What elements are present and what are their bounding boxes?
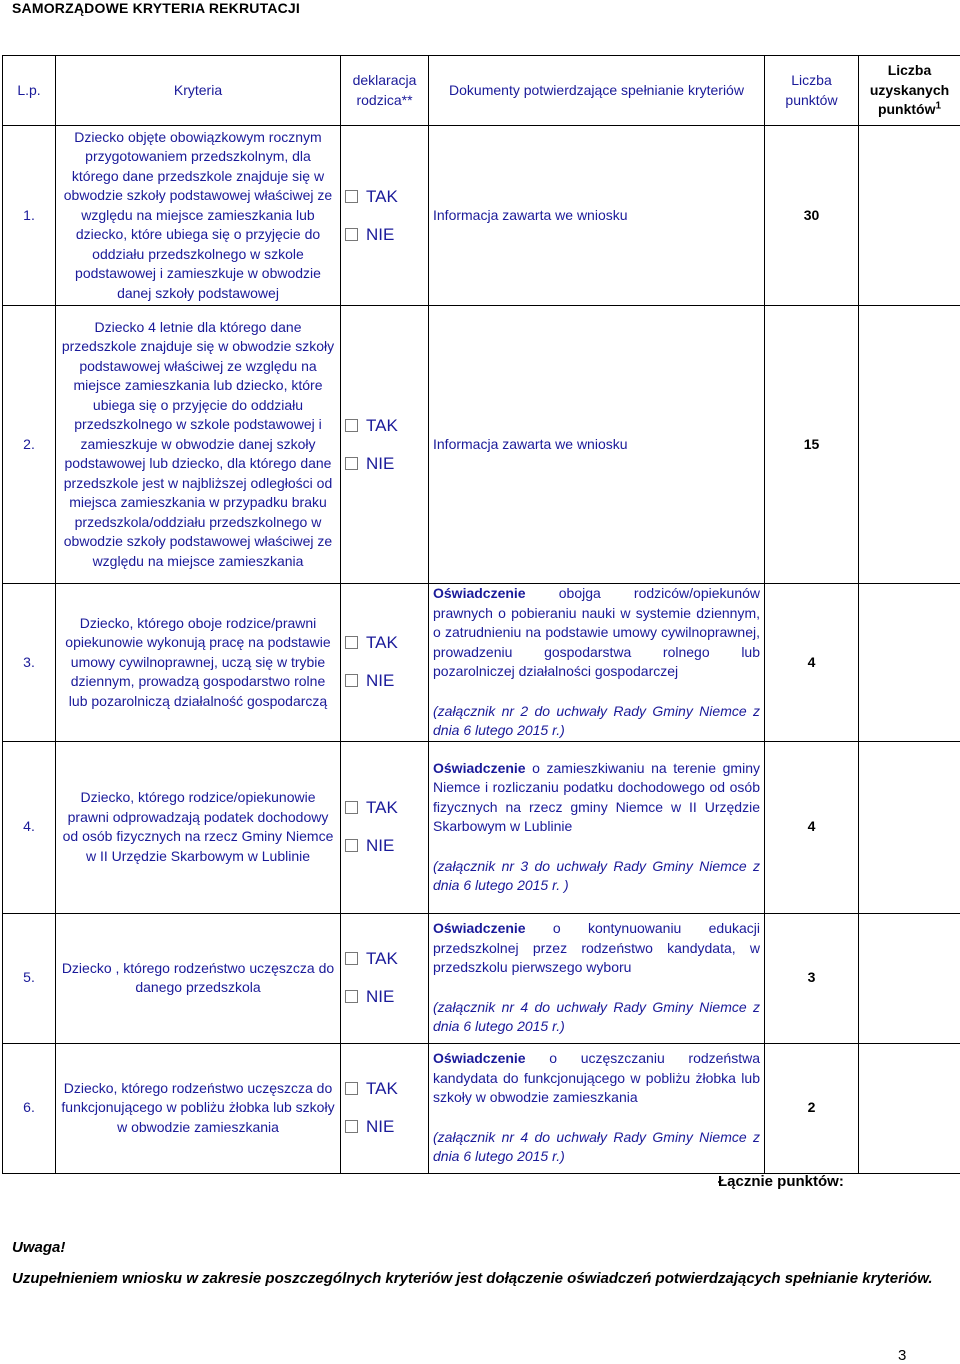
option-no-label: NIE <box>366 671 394 690</box>
option-yes-label: TAK <box>366 633 398 652</box>
checkbox-icon[interactable] <box>345 801 358 814</box>
document-description: Informacja zawarta we wniosku <box>433 207 628 223</box>
table-row <box>3 913 960 1043</box>
option-no-label: NIE <box>366 836 394 855</box>
header-lp: L.p. <box>3 56 56 126</box>
declaration-cell <box>341 126 429 306</box>
checkbox-icon[interactable] <box>345 1120 358 1133</box>
document-description: obojga rodziców/opiekunów prawnych o pobieraniu nauki w systemie dziennym, o zatrudnieniu na podstawie umowy cywilnoprawnej, prowadzeniu gospodarstwa rolnego lub pozarolniczej działalności gospodarczej <box>433 585 760 679</box>
criterion-text: Dziecko 4 letnie dla którego dane przedszkole znajduje się w obwodzie szkoły podstawowej właściwej ze względu na miejsce zamieszkania lub dziecko, które ubiega się o przyjęcie do oddziału przedszkolnego w szkole podstawowej i zamieszkuje w obwodzie danej szkoły podstawowej lub dziecko, dla którego dane przedszkole jest w najbliższej odległości od miejsca zamieszkania w przypadku braku przedszkola/oddziału przedszkolnego w obwodzie szkoły podstawowej właściwej ze względu na miejsce zamieszkania <box>56 306 341 584</box>
documents-cell <box>429 306 765 584</box>
option-no[interactable] <box>345 662 424 700</box>
header-obtained-points: Liczba uzyskanych punktów$^1$ <box>859 56 960 126</box>
attachment-note: (załącznik nr 3 do uchwały Rady Gminy Niemce z dnia 6 lutego 2015 r. ) <box>433 857 760 896</box>
header-points: Liczba punktów <box>765 56 859 126</box>
total-points-label: Łącznie punktów: <box>718 1173 844 1190</box>
option-yes[interactable] <box>345 178 424 216</box>
row-number: 6. <box>3 1043 56 1173</box>
page-title: SAMORZĄDOWE KRYTERIA REKRUTACJI <box>12 0 300 16</box>
document-description: o uczęszczaniu rodzeństwa kandydata do funkcjonującego w pobliżu żłobka lub szkoły w obwodzie zamieszkania <box>433 1050 760 1105</box>
checkbox-icon[interactable] <box>345 190 358 203</box>
documents-cell <box>429 584 765 742</box>
points-value: 4 <box>765 584 859 742</box>
document-type: Oświadczenie <box>433 760 526 776</box>
checkbox-icon[interactable] <box>345 952 358 965</box>
option-no-label: NIE <box>366 225 394 244</box>
attachment-note: (załącznik nr 4 do uchwały Rady Gminy Niemce z dnia 6 lutego 2015 r.) <box>433 1128 760 1167</box>
option-yes-label: TAK <box>366 949 398 968</box>
criterion-text: Dziecko objęte obowiązkowym rocznym przygotowaniem przedszkolnym, dla którego dane przedszkole znajduje się w obwodzie szkoły podstawowej właściwej ze względu na miejsce zamieszkania lub dziecko, które ubiega się o przyjęcie do oddziału przedszkolnego w szkole podstawowej i zamieszkuje w obwodzie danej szkoły podstawowej <box>56 126 341 306</box>
attachment-note: (załącznik nr 4 do uchwały Rady Gminy Niemce z dnia 6 lutego 2015 r.) <box>433 998 760 1037</box>
attachment-note: (załącznik nr 2 do uchwały Rady Gminy Niemce z dnia 6 lutego 2015 r.) <box>433 702 760 741</box>
table-row <box>3 741 960 913</box>
option-yes-label: TAK <box>366 1079 398 1098</box>
criterion-text: Dziecko, którego oboje rodzice/prawni opiekunowie wykonują pracę na podstawie umowy cywilnoprawnej, uczą się w trybie dziennym, prowadzą gospodarstwo rolne lub pozarolniczą działalność gospodarczą <box>56 584 341 742</box>
criterion-text: Dziecko, którego rodzeństwo uczęszcza do funkcjonującego w pobliżu żłobka lub szkoły w obwodzie zamieszkania <box>56 1043 341 1173</box>
document-type: Oświadczenie <box>433 585 526 601</box>
documents-cell <box>429 1043 765 1173</box>
option-no-label: NIE <box>366 1117 394 1136</box>
option-yes-label: TAK <box>366 798 398 817</box>
document-type: Oświadczenie <box>433 1050 526 1066</box>
points-value: 3 <box>765 913 859 1043</box>
points-value: 2 <box>765 1043 859 1173</box>
option-no[interactable] <box>345 216 424 254</box>
header-declaration: deklaracja rodzica** <box>341 56 429 126</box>
checkbox-icon[interactable] <box>345 457 358 470</box>
document-description: Informacja zawarta we wniosku <box>433 436 628 452</box>
declaration-cell <box>341 913 429 1043</box>
criterion-text: Dziecko, którego rodzice/opiekunowie prawni odprowadzają podatek dochodowy od osób fizycznych na rzecz Gminy Niemce w II Urzędzie Skarbowym w Lublinie <box>56 741 341 913</box>
criterion-text: Dziecko , którego rodzeństwo uczęszcza do danego przedszkola <box>56 913 341 1043</box>
checkbox-icon[interactable] <box>345 228 358 241</box>
table-row <box>3 584 960 742</box>
checkbox-icon[interactable] <box>345 1082 358 1095</box>
option-yes[interactable] <box>345 789 424 827</box>
documents-cell <box>429 913 765 1043</box>
document-description: o kontynuowaniu edukacji przedszkolnej przez rodzeństwo kandydata, w przedszkolu pierwszego wyboru <box>433 920 760 975</box>
option-no[interactable] <box>345 445 424 483</box>
table-row <box>3 1043 960 1173</box>
option-no-label: NIE <box>366 987 394 1006</box>
option-yes[interactable] <box>345 624 424 662</box>
declaration-cell <box>341 584 429 742</box>
note-title: Uwaga! <box>12 1239 65 1256</box>
row-number: 5. <box>3 913 56 1043</box>
row-number: 2. <box>3 306 56 584</box>
option-yes[interactable] <box>345 940 424 978</box>
points-value: 15 <box>765 306 859 584</box>
option-no-label: NIE <box>366 454 394 473</box>
option-no[interactable] <box>345 827 424 865</box>
obtained-points-cell[interactable] <box>859 741 960 913</box>
row-number: 3. <box>3 584 56 742</box>
option-no[interactable] <box>345 978 424 1016</box>
checkbox-icon[interactable] <box>345 839 358 852</box>
declaration-cell <box>341 306 429 584</box>
option-yes[interactable] <box>345 407 424 445</box>
table-row <box>3 126 960 306</box>
checkbox-icon[interactable] <box>345 674 358 687</box>
declaration-cell <box>341 741 429 913</box>
obtained-points-cell[interactable] <box>859 1043 960 1173</box>
option-yes-label: TAK <box>366 187 398 206</box>
note-text: Uzupełnieniem wniosku w zakresie poszczególnych kryteriów jest dołączenie oświadczeń potwierdzających spełnianie kryteriów. <box>12 1270 933 1287</box>
checkbox-icon[interactable] <box>345 990 358 1003</box>
option-no[interactable] <box>345 1108 424 1146</box>
document-description: o zamieszkiwaniu na terenie gminy Niemce i rozliczaniu podatku dochodowego od osób fizycznych na rzecz gminy Niemce w II Urzędzie Skarbowym w Lublinie <box>433 760 760 835</box>
checkbox-icon[interactable] <box>345 419 358 432</box>
row-number: 1. <box>3 126 56 306</box>
documents-cell <box>429 126 765 306</box>
obtained-points-cell[interactable] <box>859 584 960 742</box>
obtained-points-cell[interactable] <box>859 126 960 306</box>
points-value: 30 <box>765 126 859 306</box>
criteria-table <box>2 55 960 1174</box>
option-yes-label: TAK <box>366 416 398 435</box>
header-criteria: Kryteria <box>56 56 341 126</box>
table-row <box>3 306 960 584</box>
row-number: 4. <box>3 741 56 913</box>
header-documents: Dokumenty potwierdzające spełnianie kryteriów <box>429 56 765 126</box>
option-yes[interactable] <box>345 1070 424 1108</box>
obtained-points-cell[interactable] <box>859 913 960 1043</box>
obtained-points-cell[interactable] <box>859 306 960 584</box>
page-number: 3 <box>898 1347 906 1364</box>
declaration-cell <box>341 1043 429 1173</box>
points-value: 4 <box>765 741 859 913</box>
document-type: Oświadczenie <box>433 920 526 936</box>
documents-cell <box>429 741 765 913</box>
checkbox-icon[interactable] <box>345 636 358 649</box>
